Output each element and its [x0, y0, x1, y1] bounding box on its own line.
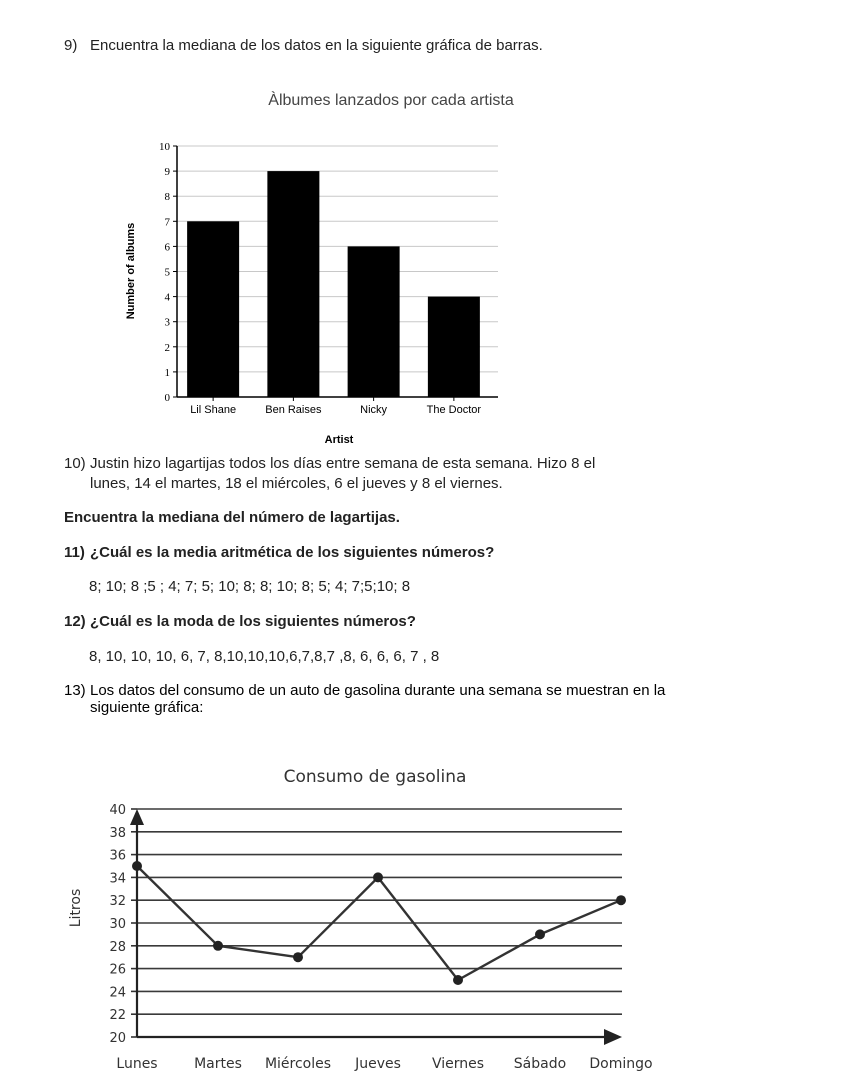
bar-y-tick-label: 6 — [164, 241, 170, 254]
question-text: ¿Cuál es la moda de los siguientes números? — [90, 613, 416, 630]
question-text-line1: Los datos del consumo de un auto de gasolina durante una semana se muestran en la — [90, 682, 666, 699]
bar-y-tick-label: 8 — [164, 191, 170, 204]
bar-category-label: Ben Raises — [265, 404, 322, 416]
bar-y-tick-label: 1 — [164, 366, 170, 379]
line-category-label: Martes — [194, 1056, 242, 1072]
question-number: 9) — [64, 37, 78, 54]
bar-chart-x-axis-label: Artist — [324, 434, 354, 446]
question-text: Encuentra la mediana de los datos en la siguiente gráfica de barras. — [90, 37, 543, 54]
line-category-label: Miércoles — [264, 1056, 332, 1072]
question-13-line2: siguiente gráfica: — [90, 699, 204, 716]
question-10-line2: lunes, 14 el martes, 18 el miércoles, 6 el jueves y 8 el viernes. — [90, 475, 503, 492]
line-chart-grid — [137, 809, 622, 1014]
question-text: ¿Cuál es la media aritmética de los siguientes números? — [90, 544, 495, 561]
bar-category-label: The Doctor — [426, 404, 482, 416]
line-category-label: Lunes — [116, 1056, 158, 1072]
bar-y-tick-label: 7 — [164, 216, 170, 229]
bar-chart-title: Àlbumes lanzados por cada artista — [268, 92, 514, 109]
line-chart-y-axis-label: Litros — [68, 888, 84, 928]
line-category-label: Domingo — [589, 1056, 653, 1072]
line-point-domingo — [616, 895, 626, 905]
bar-category-label: Nicky — [360, 404, 388, 416]
line-y-tick-label: 38 — [109, 825, 126, 841]
bar-y-tick-label: 0 — [164, 392, 170, 404]
line-category-label: Sábado — [513, 1056, 567, 1072]
line-y-tick-label: 32 — [109, 894, 126, 910]
bar-y-tick-label: 5 — [164, 266, 170, 279]
line-point-martes — [213, 941, 223, 951]
bar-y-tick-label: 3 — [164, 316, 170, 329]
line-category-label: Viernes — [431, 1056, 485, 1072]
question-10-prompt: Encuentra la mediana del número de lagartijas. — [64, 509, 400, 526]
question-number: 13) — [64, 682, 86, 699]
line-y-tick-label: 28 — [109, 939, 126, 955]
question-11-numbers: 8; 10; 8 ;5 ; 4; 7; 5; 10; 8; 8; 10; 8; 5; 4; 7;5;10; 8 — [89, 578, 411, 595]
question-text-line1: Justin hizo lagartijas todos los días entre semana de esta semana. Hizo 8 el — [90, 455, 596, 472]
line-chart-axes — [130, 809, 622, 1045]
bar-y-tick-label: 9 — [164, 166, 170, 179]
line-y-tick-label: 24 — [109, 985, 126, 1001]
question-number: 11) — [64, 544, 85, 561]
line-y-tick-label: 30 — [109, 917, 126, 932]
x-axis-arrow-icon — [604, 1029, 622, 1045]
line-point-jueves — [373, 872, 383, 882]
line-chart-title: Consumo de gasolina — [283, 767, 467, 787]
line-point-lunes — [132, 861, 142, 871]
bar-y-tick-label: 10 — [159, 141, 170, 153]
y-axis-arrow-icon — [130, 809, 144, 825]
line-y-tick-label: 40 — [109, 803, 126, 818]
bar-chart-y-axis-label: Number of albums — [125, 222, 137, 320]
bar-y-tick-label: 2 — [164, 341, 170, 354]
line-y-tick-label: 34 — [109, 871, 126, 887]
line-point-sábado — [535, 929, 545, 939]
line-chart-y-ticks — [109, 803, 137, 1046]
line-y-tick-label: 26 — [109, 962, 126, 978]
line-point-miércoles — [293, 952, 303, 962]
line-y-tick-label: 20 — [109, 1031, 126, 1046]
line-y-tick-label: 22 — [109, 1008, 126, 1024]
line-y-tick-label: 36 — [109, 848, 126, 864]
question-12-numbers: 8, 10, 10, 10, 6, 7, 8,10,10,10,6,7,8,7 ,8, 6, 6, 6, 7 , 8 — [89, 648, 440, 665]
question-number: 12) — [64, 613, 86, 630]
line-point-viernes — [453, 975, 463, 985]
line-chart-categories — [116, 1056, 652, 1072]
bar-y-tick-label: 4 — [164, 291, 170, 304]
line-category-label: Jueves — [355, 1056, 401, 1072]
question-number: 10) — [64, 455, 86, 472]
bar-category-label: Lil Shane — [190, 404, 237, 416]
